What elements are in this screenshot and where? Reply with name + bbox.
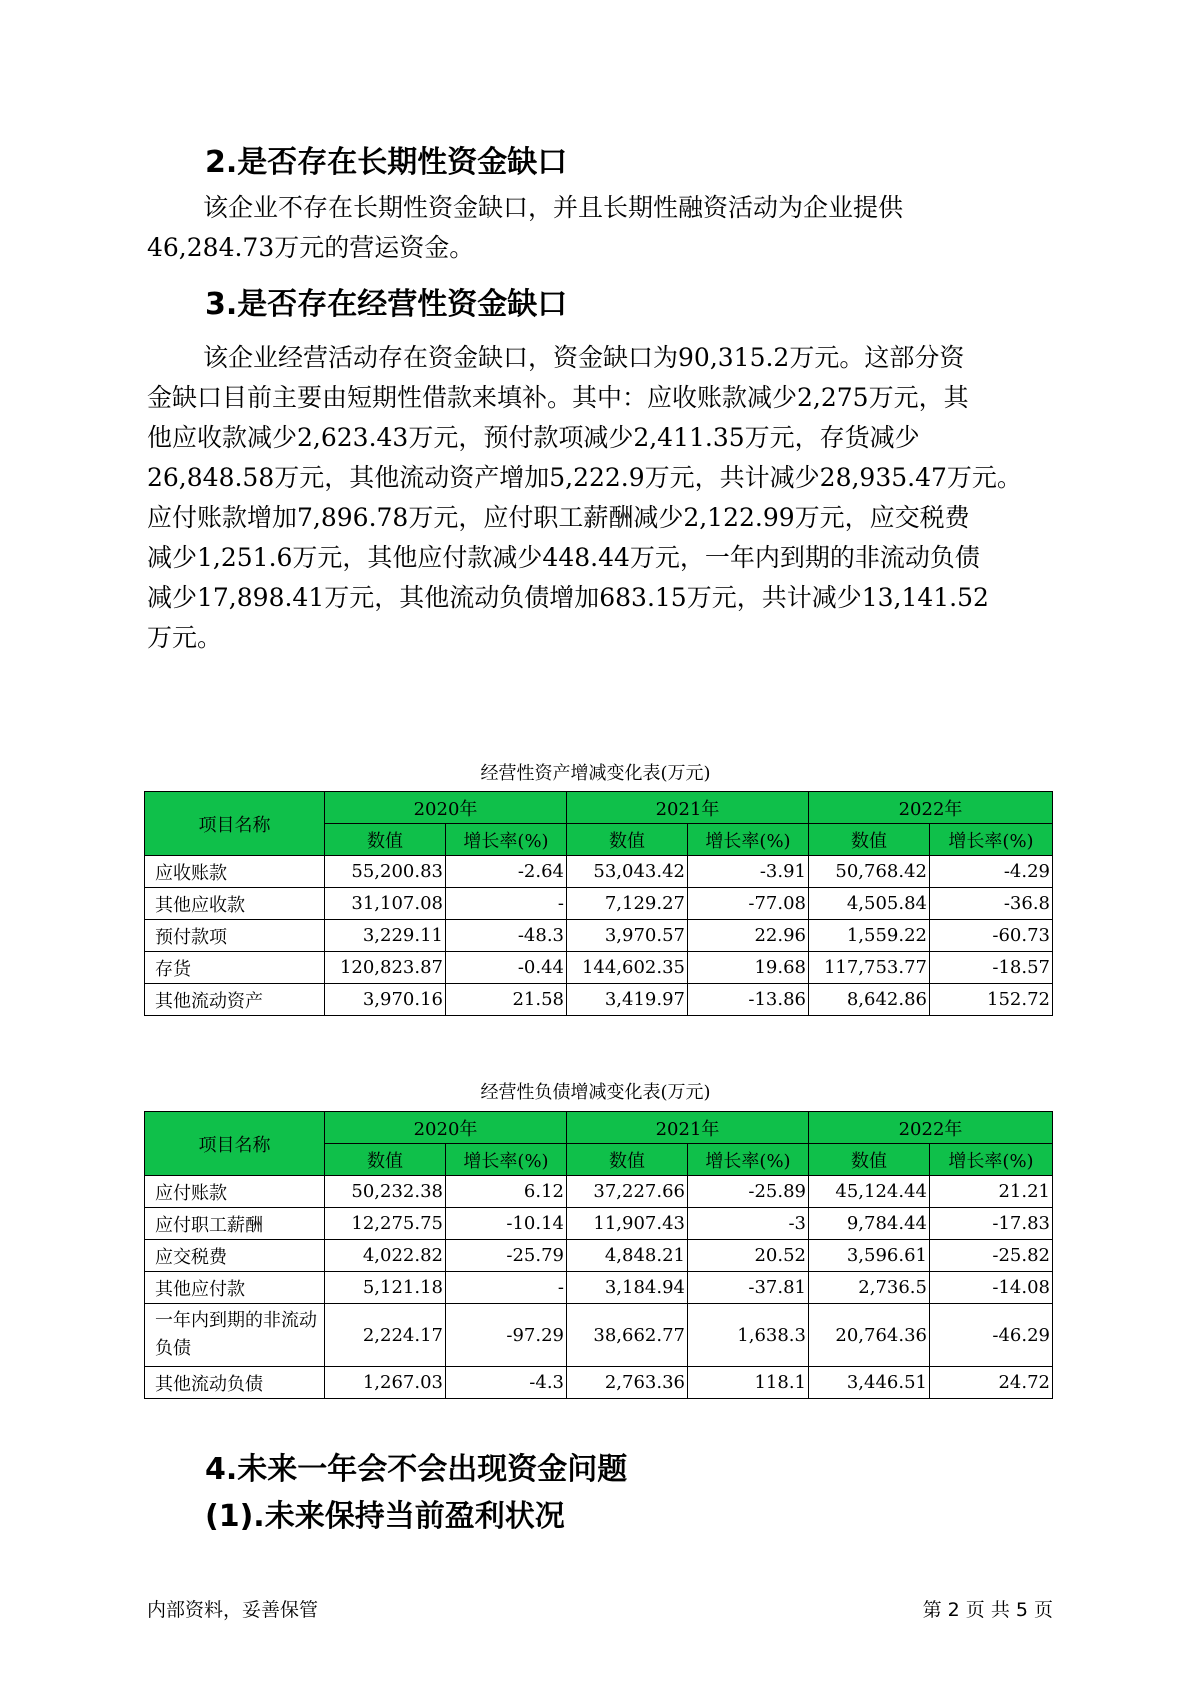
table-row: [145, 952, 1053, 984]
paragraph-line: 金缺口目前主要由短期性借款来填补。其中：应收账款减少2,275万元，其: [147, 383, 969, 412]
value-cell: 50,768.42: [809, 856, 930, 888]
growth-rate-cell: -4.3: [446, 1367, 567, 1399]
value-cell: 45,124.44: [809, 1176, 930, 1208]
row-label: 应收账款: [145, 856, 325, 888]
column-header-growth: 增长率(%): [688, 824, 809, 856]
growth-rate-cell: -36.8: [930, 888, 1053, 920]
assets-table-caption: 经营性资产增减变化表(万元): [480, 763, 711, 784]
column-header-year: 2022年: [809, 1112, 1053, 1144]
growth-rate-cell: -18.57: [930, 952, 1053, 984]
value-cell: 1,559.22: [809, 920, 930, 952]
table-row: [145, 920, 1053, 952]
paragraph-line: 26,848.58万元，其他流动资产增加5,222.9万元，共计减少28,935.47万元。: [147, 463, 1022, 492]
value-cell: 2,763.36: [567, 1367, 688, 1399]
value-cell: 53,043.42: [567, 856, 688, 888]
growth-rate-cell: -60.73: [930, 920, 1053, 952]
row-label: 应交税费: [145, 1240, 325, 1272]
growth-rate-cell: -: [446, 888, 567, 920]
growth-rate-cell: 24.72: [930, 1367, 1053, 1399]
growth-rate-cell: -17.83: [930, 1208, 1053, 1240]
section-2-heading: 2.是否存在长期性资金缺口: [205, 145, 568, 180]
column-header-value: 数值: [567, 1144, 688, 1176]
paragraph-line: 万元。: [147, 623, 223, 652]
value-cell: 117,753.77: [809, 952, 930, 984]
row-label: 其他流动资产: [145, 984, 325, 1016]
table-row: [145, 1272, 1053, 1304]
growth-rate-cell: 21.58: [446, 984, 567, 1016]
growth-rate-cell: -3: [688, 1208, 809, 1240]
table-row: [145, 1176, 1053, 1208]
value-cell: 11,907.43: [567, 1208, 688, 1240]
value-cell: 9,784.44: [809, 1208, 930, 1240]
liabilities-table-caption: 经营性负债增减变化表(万元): [480, 1082, 711, 1103]
growth-rate-cell: 20.52: [688, 1240, 809, 1272]
row-label: 应付账款: [145, 1176, 325, 1208]
growth-rate-cell: 22.96: [688, 920, 809, 952]
table-row: [145, 1367, 1053, 1399]
value-cell: 2,224.17: [325, 1304, 446, 1367]
row-label: 其他流动负债: [145, 1367, 325, 1399]
growth-rate-cell: 1,638.3: [688, 1304, 809, 1367]
table-row: [145, 1240, 1053, 1272]
value-cell: 144,602.35: [567, 952, 688, 984]
paragraph-line: 减少1,251.6万元，其他应付款减少448.44万元，一年内到期的非流动负债: [147, 543, 980, 572]
table-row: [145, 888, 1053, 920]
value-cell: 7,129.27: [567, 888, 688, 920]
row-label: 预付款项: [145, 920, 325, 952]
section-2-paragraph: [147, 188, 1047, 268]
column-header-growth: 增长率(%): [688, 1144, 809, 1176]
value-cell: 4,022.82: [325, 1240, 446, 1272]
row-label: 其他应收款: [145, 888, 325, 920]
assets-table: [144, 791, 1053, 1016]
column-header-year: 2020年: [325, 1112, 567, 1144]
paragraph-line: 46,284.73万元的营运资金。: [147, 233, 475, 262]
table-row: [145, 856, 1053, 888]
growth-rate-cell: -25.89: [688, 1176, 809, 1208]
value-cell: 20,764.36: [809, 1304, 930, 1367]
column-header-growth: 增长率(%): [446, 824, 567, 856]
value-cell: 4,848.21: [567, 1240, 688, 1272]
value-cell: 4,505.84: [809, 888, 930, 920]
column-header-growth: 增长率(%): [930, 1144, 1053, 1176]
table-row: [145, 1208, 1053, 1240]
growth-rate-cell: -48.3: [446, 920, 567, 952]
column-header-item-name: 项目名称: [145, 1112, 325, 1176]
growth-rate-cell: -0.44: [446, 952, 567, 984]
column-header-year: 2022年: [809, 792, 1053, 824]
table-row: [145, 984, 1053, 1016]
value-cell: 3,184.94: [567, 1272, 688, 1304]
paragraph-line: 该企业经营活动存在资金缺口，资金缺口为90,315.2万元。这部分资: [203, 343, 965, 372]
paragraph-line: 减少17,898.41万元，其他流动负债增加683.15万元，共计减少13,141.52: [147, 583, 989, 612]
value-cell: 3,419.97: [567, 984, 688, 1016]
value-cell: 8,642.86: [809, 984, 930, 1016]
growth-rate-cell: -25.82: [930, 1240, 1053, 1272]
paragraph-line: 该企业不存在长期性资金缺口，并且长期性融资活动为企业提供: [203, 193, 904, 222]
section-4-heading: 4.未来一年会不会出现资金问题: [205, 1452, 628, 1487]
section-3-heading: 3.是否存在经营性资金缺口: [205, 287, 568, 322]
row-label: 存货: [145, 952, 325, 984]
growth-rate-cell: -14.08: [930, 1272, 1053, 1304]
column-header-growth: 增长率(%): [446, 1144, 567, 1176]
growth-rate-cell: -13.86: [688, 984, 809, 1016]
growth-rate-cell: -97.29: [446, 1304, 567, 1367]
column-header-value: 数值: [809, 1144, 930, 1176]
column-header-year: 2021年: [567, 792, 809, 824]
paragraph-line: 应付账款增加7,896.78万元，应付职工薪酬减少2,122.99万元，应交税费: [147, 503, 970, 532]
value-cell: 3,970.57: [567, 920, 688, 952]
value-cell: 50,232.38: [325, 1176, 446, 1208]
growth-rate-cell: 19.68: [688, 952, 809, 984]
growth-rate-cell: 152.72: [930, 984, 1053, 1016]
growth-rate-cell: -: [446, 1272, 567, 1304]
footer-page-number: 第 2 页 共 5 页: [922, 1599, 1053, 1621]
row-label: 应付职工薪酬: [145, 1208, 325, 1240]
column-header-year: 2021年: [567, 1112, 809, 1144]
value-cell: 120,823.87: [325, 952, 446, 984]
growth-rate-cell: -10.14: [446, 1208, 567, 1240]
row-label: 其他应付款: [145, 1272, 325, 1304]
growth-rate-cell: -25.79: [446, 1240, 567, 1272]
value-cell: 3,970.16: [325, 984, 446, 1016]
value-cell: 5,121.18: [325, 1272, 446, 1304]
value-cell: 3,596.61: [809, 1240, 930, 1272]
growth-rate-cell: -77.08: [688, 888, 809, 920]
column-header-item-name: 项目名称: [145, 792, 325, 856]
growth-rate-cell: 6.12: [446, 1176, 567, 1208]
value-cell: 55,200.83: [325, 856, 446, 888]
growth-rate-cell: -2.64: [446, 856, 567, 888]
growth-rate-cell: -46.29: [930, 1304, 1053, 1367]
section-3-paragraph: [147, 338, 1047, 658]
growth-rate-cell: 21.21: [930, 1176, 1053, 1208]
value-cell: 1,267.03: [325, 1367, 446, 1399]
value-cell: 12,275.75: [325, 1208, 446, 1240]
section-4-subheading: (1).未来保持当前盈利状况: [205, 1499, 565, 1534]
value-cell: 31,107.08: [325, 888, 446, 920]
growth-rate-cell: -3.91: [688, 856, 809, 888]
value-cell: 38,662.77: [567, 1304, 688, 1367]
column-header-value: 数值: [809, 824, 930, 856]
column-header-value: 数值: [325, 1144, 446, 1176]
value-cell: 2,736.5: [809, 1272, 930, 1304]
liabilities-table: [144, 1111, 1053, 1399]
column-header-year: 2020年: [325, 792, 567, 824]
footer-confidential-note: 内部资料，妥善保管: [147, 1599, 319, 1621]
column-header-growth: 增长率(%): [930, 824, 1053, 856]
table-row: [145, 1304, 1053, 1367]
growth-rate-cell: 118.1: [688, 1367, 809, 1399]
value-cell: 3,446.51: [809, 1367, 930, 1399]
value-cell: 3,229.11: [325, 920, 446, 952]
growth-rate-cell: -37.81: [688, 1272, 809, 1304]
row-label: 一年内到期的非流动负债: [145, 1304, 325, 1367]
growth-rate-cell: -4.29: [930, 856, 1053, 888]
column-header-value: 数值: [325, 824, 446, 856]
column-header-value: 数值: [567, 824, 688, 856]
value-cell: 37,227.66: [567, 1176, 688, 1208]
paragraph-line: 他应收款减少2,623.43万元，预付款项减少2,411.35万元，存货减少: [147, 423, 920, 452]
